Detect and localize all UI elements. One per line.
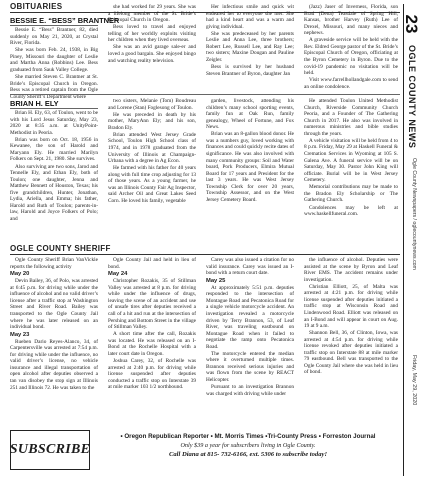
body-paragraph: She was born Feb. 24, 1938, in Big Piney, Missouri the daughter of Leslie and Martha Anna (Robbins) Lee. Bess graduated from Sauk Valley College. — [10, 47, 98, 73]
headline-underline — [10, 108, 98, 109]
body-paragraph: She was predeceased by her parents Leslie and Anna Lee, three brothers; Robert Lee, Russell Lee, and Ray Lee; two sisters; Maxine Dougan and Pauline Zeigler. — [206, 30, 294, 63]
obit-bessie-col2 — [108, 4, 196, 65]
body-paragraph: She was an avid garage sale-er and loved a good bargain. She enjoyed bingo and watching reality television. — [108, 44, 196, 64]
sheriff-rule — [10, 254, 400, 255]
sheriff-col4 — [304, 257, 398, 377]
body-paragraph: Devin Bailey, 36, of Polo, was arrested at 6:45 p.m. for driving while under the influence of alcohol and no valid driver’s license after a traffic stop at Washington Street and River Road. Bailey was transported to the Ogle County Jail where he was later released on an individual bond. — [10, 278, 98, 331]
body-paragraph: At approximately 5:51 p.m. deputies responded to the intersection of Montague Road and Pecatonica Road for a single vehicle motorcycle accident. An investigation revealed a motorcycle driven by Terry Brannon, 53, of Leaf River, was traveling eastbound on Montague Road when it failed to negotiate the ramp onto Pecatonica Road. — [206, 284, 294, 350]
body-paragraph: Condolences may be left at www.haskellfuneral.com. — [304, 204, 398, 218]
footer-contact: Call Diana at 815- 732-6166, ext. 5306 to subscribe today! — [168, 451, 328, 458]
obit-brian-col3 — [206, 98, 294, 204]
subscribe-label: SUBSCRIBE — [9, 442, 91, 457]
section-title: OGLE COUNTY NEWS — [407, 45, 417, 149]
footer-promo — [96, 430, 400, 470]
body-paragraph: Bess is survived by her husband Steven Brantner of Byron, daughter Jan — [206, 64, 294, 77]
page-sidebar — [403, 0, 424, 480]
footer-publications: • Oregon Republican Reporter • Mt. Morris Times •Tri-County Press • Forreston Journal — [120, 433, 376, 440]
body-paragraph: A graveside service will be held with the Rev. Eldred George pastor of the St. Bride’s Episcopal Church of Oregon, officiating at the Byron Cemetery in Byron. Due to the covid-19 pandemic no visitation will be held. — [304, 37, 398, 77]
sheriff-col3 — [206, 257, 294, 398]
side-subtitle: Ogle County Newspapers / oglecountynews.com — [411, 158, 417, 270]
body-paragraph: He was preceded in death by his mother, MaryAnn Ely; and his son, Bradon Ely. — [108, 111, 196, 131]
body-paragraph: She married Steven C. Brantner at St. Bride’s Episcopal Church in Oregon. Bess was a retired captain from the Ogle County Sheriff’s Department where — [10, 74, 98, 100]
obit-headline-bessie: BESSIE E. “BESS” BRANTNER — [10, 16, 120, 25]
body-paragraph: two sisters, Melanie (Tom) Boudreau and Lorene (Stan) Foglesong of Toulon. — [108, 98, 196, 111]
body-paragraph: Christian Elliott, 25, of Malta was arrested at 4:21 p.m. for driving while license suspended after deputies initiated a traffic stop at Wisconsin Road and Lindenwood Road. Elliott was released on an I-Bond and will appear in court on Aug. 19 at 9 a.m. — [304, 283, 398, 330]
sheriff-col2 — [108, 257, 196, 391]
sheriff-header: OGLE COUNTY SHERIFF — [10, 244, 111, 253]
subscribe-logo[interactable] — [10, 430, 90, 470]
body-paragraph: Brian attended West Jersey Grade School, Toulon High School class of 1974, and in 1978 graduated from the University of Illinois at Champaign-Urbana with a degree in Ag Econ. — [108, 131, 196, 165]
body-paragraph: Christopher Rozakis, 35 of Stillman Valley was arrested at 8 p.m. for driving while under the influence of drugs, leaving the scene of an accident and use of unsafe tires after deputies received a call of a hit and run at the intersection of Pershing and Bottom Street in the village of Stillman Valley. — [108, 278, 196, 331]
page-number: 23 — [402, 14, 421, 34]
body-paragraph: The motorcycle entered the median where it overturned multiple times. Brannon received serious injuries and was flown from the scene by REACT Helicopter. — [206, 350, 294, 384]
obit-bessie-col3 — [206, 4, 294, 78]
body-paragraph: Visit www.farrellholland​gale.com to send an online condolence. — [304, 77, 398, 90]
date-subhead: May 23 — [10, 331, 30, 338]
body-paragraph: Ogle County Sheriff Brian VanVickle reports the following activity — [10, 257, 98, 270]
body-paragraph: Shannon Bell, 36, of Clinton, Iowa, was arrested at 4:54 p.m. for driving while license revoked after deputies initiated a traffic stop on Interstate 88 at mile marker 79 eastbound. Bell was transported to the Ogle County Jail where she was held in lieu of bond. — [304, 330, 398, 376]
body-paragraph: He attended Toulon United Methodist Church, Riverside Community Church Peoria, and a Founder of The Gathering Church in 2017. He also was involved in numerous ministries and bible studies through the years. — [304, 98, 398, 137]
date-subhead: May 24 — [108, 271, 128, 278]
obit-bessie-col1 — [10, 27, 98, 101]
body-paragraph: Her infectious smile and quick wit endeared her to everyone she met. She had a kind heart and was a warm and giving individual. — [206, 4, 294, 30]
body-paragraph: A vehicle visitation will be held from 4 to 8 p.m. Friday, May 29 at Haskell Funeral & Cremation Services in Wyoming at 105 S. Galena Ave. A funeral service will be on Saturday, May 30. Pastor John King will officiate. Burial will be in West Jersey Cemetery. — [304, 137, 398, 184]
body-paragraph: Rueben Dario Reyes-Alanco, 34, of Carpentersville was arrested at 7:54 p.m. for driving while under the influence, no valid driver’s license, no vehicle insurance and illegal transportation of open alcohol after deputies observed a tan van disobey the stop sign at Illinois 251 and Illinois 72. He was taken to the — [10, 338, 98, 391]
body-paragraph: Bess loved to travel and enjoyed telling of her worldly exploits visiting her children when they lived overseas. — [108, 24, 196, 44]
obituaries-header: OBITUARIES — [10, 2, 63, 11]
body-paragraph: He farmed with his father for 40 years along with full time crop adjusting for 13 of those years. As a young farmer, he was an Illinois County Fair Ag Inspector, said Archer Oil and Great Lakes Seed Corn. He loved his family, vegetable — [108, 165, 196, 204]
sidebar-divider — [403, 4, 404, 476]
body-paragraph: Ogle County Jail and held in lieu of bond. — [108, 257, 196, 270]
body-paragraph: Memorial contributions may be made to the Bradon Ely Scholarship or The Gathering Church. — [304, 184, 398, 204]
body-paragraph: garden, livestock, attending his children’s many school sporting events, family fun at Oak Run, family genealogy, Wheel of Fortune, and Fox News. — [206, 98, 294, 131]
sheriff-col1 — [10, 257, 98, 392]
headline-underline — [10, 25, 98, 26]
body-paragraph: Also surviving are two sons, Jarod and Tennelle Ely, and Ethan Ely, both of Toulon; one daughter, Jenna and Matthew Bennett of Houston, Texas; his five grandchildren, Hunter, Jonathan, Lydia, Ariella, and Emma; his father, Harold and Ruth of Toulon; parents-in-law, Harold and Joyce Folkers of Polo; and — [10, 163, 98, 222]
body-paragraph: she had worked for 29 years. She was a lifelong member of the St. Bride’s Episcopal Church in Oregon. — [108, 4, 196, 24]
obit-bessie-col4 — [304, 4, 398, 91]
footer-price: Only $39 a year for subscribers living in Ogle County. — [180, 442, 316, 449]
obit-headline-brian: BRIAN H. ELY — [10, 99, 59, 108]
obit-brian-col1 — [10, 110, 98, 223]
date-subhead: May 25 — [206, 277, 226, 284]
body-paragraph: Brian H. Ely, 63, of Toulon, went to be with his Lord Jesus Saturday, May 23, 2020 at 8:35 a.m. at UnityPoint-Methodist in Peoria. — [10, 110, 98, 136]
obit-brian-col2 — [108, 98, 196, 205]
body-paragraph: Joshua Carey, 32, of Rochelle was arrested at 2:40 p.m. for driving while license suspended after deputies conducted a traffic stop on Interstate 39 at mile marker 103 1/2 northbound. — [108, 357, 196, 391]
obit-brian-col4 — [304, 98, 398, 218]
body-paragraph: Bessie E. “Bess” Brantner, 82, died suddenly on May 21, 2020, at Crystal River, Florida. — [10, 27, 98, 47]
side-date: Friday, May 29, 2020 — [411, 355, 417, 406]
body-paragraph: Brian was born on Oct. 18, 1956 in Kewanee, the son of Harold and Maryann Ely. He married Marilyn Folkers on Sept. 21, 1980. She survives. — [10, 136, 98, 163]
obit-separator — [10, 94, 400, 95]
date-subhead: May 20 — [10, 271, 30, 278]
body-paragraph: A short time after the call, Rozakis was located. He was released on an I-Bond at the Rochelle Hospital with a later court date in Oregon. — [108, 331, 196, 357]
body-paragraph: the influence of alcohol. Deputies were assisted at the scene by Byron and Leaf River EMS. The accident remains under investigation. — [304, 257, 398, 283]
body-paragraph: (Jazz) Jaser of Inverness, Florida, son Brad (Dena) Teasdale of Spring Hill, Kansas, brother Harvey (Ruth) Lee of Drexel, Missouri, and many nieces and nephews. — [304, 4, 398, 37]
body-paragraph: Carey was also issued a citation for no valid insurance. Carey was issued an I-bond with a return court date. — [206, 257, 294, 277]
body-paragraph: Brian was an 8-gallon blood donor. He was a numbers guy, loved working with finances and could quickly recite dates of significance. He was also involved with many community groups: Soil and Water board, Pork Producers, Elmira Mutual Board for 17 years and President for the last 3 years. He was West Jersey Township Clerk for over 20 years, Township Assessor, and on the West Jersey Cemetery Board. — [206, 131, 294, 203]
body-paragraph: Pursuant to an investigation Brannon was charged with driving while under — [206, 384, 294, 397]
